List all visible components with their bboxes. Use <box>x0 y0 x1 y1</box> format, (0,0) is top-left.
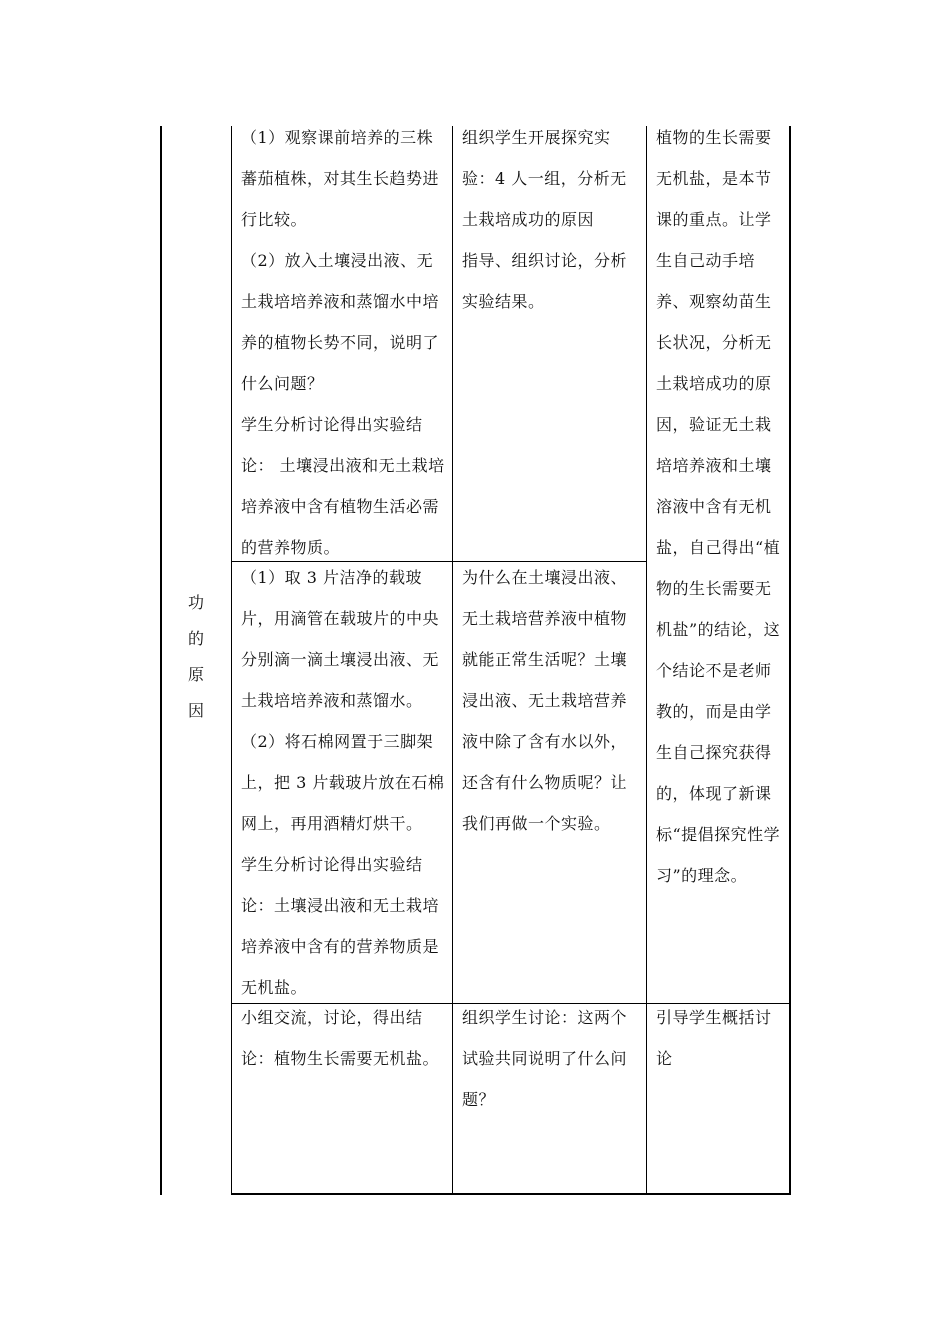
table-divider-3 <box>646 126 647 1195</box>
side-label <box>160 585 232 729</box>
row1-student-activity <box>241 117 446 568</box>
table-border-right <box>789 126 791 1195</box>
row1-student-step1: （1）观察课前培养的三株蕃茄植株，对其生长趋势进行比较。 <box>241 128 440 229</box>
row3-design-intent <box>656 997 782 1079</box>
table-bottom-border <box>231 1193 790 1195</box>
side-label-char: 功 <box>187 593 204 612</box>
row1-teacher-line1: 组织学生开展探究实验：4 人一组，分析无土栽培成功的原因 <box>462 128 627 229</box>
design-intent-text: 植物的生长需要无机盐，是本节课的重点。让学生自己动手培养、观察幼苗生长状况，分析无土栽培成功的原因，验证无土栽培培养液和土壤溶液中含有无机盐，自己得出“植物的生长需要无机盐”的结论，这个结论不是老师教的，而是由学生自己探究获得的，体现了新课标“提倡探究性学习”的理念。 <box>656 128 781 885</box>
row1-teacher-activity <box>462 117 640 322</box>
row3-teacher-text: 组织学生讨论：这两个试验共同说明了什么问题？ <box>462 1008 628 1109</box>
row1-student-step2: （2）放入土壤浸出液、无土栽培培养液和蒸馏水中培养的植物长势不同，说明了什么问题？ <box>241 251 440 393</box>
row2-student-conclusion: 学生分析讨论得出实验结论：土壤浸出液和无土栽培培养液中含有的营养物质是无机盐。 <box>241 855 440 997</box>
row2-teacher-text: 为什么在土壤浸出液、无土栽培营养液中植物就能正常生活呢？土壤浸出液、无土栽培营养液中除了含有水以外，还含有什么物质呢？让我们再做一个实验。 <box>462 568 628 833</box>
row3-student-activity <box>241 997 446 1079</box>
row3-teacher-activity <box>462 997 640 1120</box>
table-divider-2 <box>452 126 453 1195</box>
row2-student-step1: （1）取 3 片洁净的载玻片，用滴管在载玻片的中央分别滴一滴土壤浸出液、无土栽培培养液和蒸馏水。 <box>241 568 440 710</box>
row1-teacher-line2: 指导、组织讨论，分析实验结果。 <box>462 251 628 311</box>
row1-student-conclusion: 学生分析讨论得出实验结论： 土壤浸出液和无土栽培培养液中含有植物生活必需的营养物质。 <box>241 415 445 557</box>
row2-teacher-activity <box>462 557 640 844</box>
row2-student-activity <box>241 557 446 1008</box>
design-intent-merged <box>656 117 782 896</box>
row2-student-step2: （2）将石棉网置于三脚架上，把 3 片载玻片放在石棉网上，再用酒精灯烘干。 <box>241 732 445 833</box>
row3-intent-text: 引导学生概括讨论 <box>656 1008 772 1068</box>
side-label-char: 因 <box>187 701 204 720</box>
row3-student-text: 小组交流，讨论，得出结论：植物生长需要无机盐。 <box>241 1008 440 1068</box>
side-label-char: 的 <box>187 629 204 648</box>
side-label-char: 原 <box>187 665 204 684</box>
